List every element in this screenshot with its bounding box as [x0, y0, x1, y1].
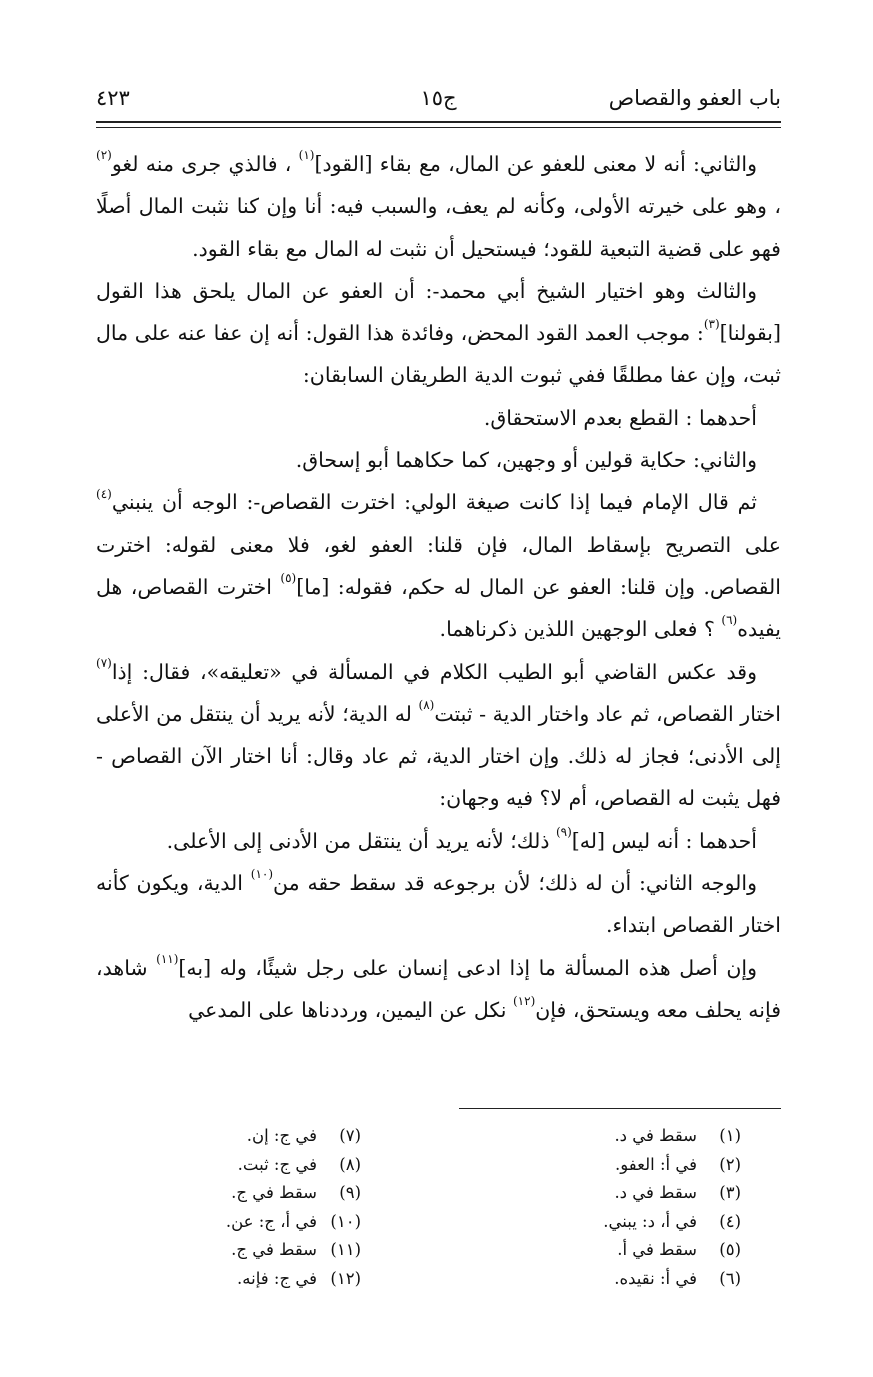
- footnote-number: (٥): [719, 1240, 741, 1260]
- footnote: [31, 1122, 361, 1151]
- footnote-marker: (٩): [555, 824, 572, 839]
- paragraph-text: اخترت القصاص، هل يفيده: [96, 574, 781, 642]
- footnote-marker: (٨): [418, 698, 435, 713]
- footnote-marker: (١٢): [512, 994, 536, 1009]
- footnote: [411, 1265, 741, 1294]
- paragraph: [96, 947, 781, 1032]
- footnote-number: (٣): [719, 1183, 741, 1203]
- paragraph-text: وقد عكس القاضي أبو الطيب الكلام في المسألة في «تعليقه»، فقال: إذا: [111, 659, 757, 684]
- footnote: [411, 1151, 741, 1180]
- footnotes: [96, 1122, 781, 1312]
- paragraph: [96, 397, 781, 439]
- footnote-number: (١١): [330, 1240, 361, 1260]
- footnote-number: (٢): [719, 1154, 741, 1174]
- footnote-text: في أ: العفو.: [615, 1154, 697, 1174]
- paragraph: [96, 481, 781, 650]
- paragraph-text: والثالث وهو اختيار الشيخ أبي محمد-: أن العفو عن المال يلحق هذا القول [بقولنا]: [96, 278, 781, 346]
- paragraph: [96, 862, 781, 947]
- paragraph: [96, 270, 781, 397]
- volume-label: ج١٥: [420, 86, 457, 110]
- footnote-marker: (٢): [96, 148, 112, 163]
- footnote-text: في ج: إن.: [246, 1126, 317, 1145]
- footnote: [31, 1179, 361, 1208]
- paragraph-text: شاهد، فإنه يحلف معه ويستحق، فإن: [96, 955, 781, 1022]
- paragraph-text: اختار القصاص، ثم عاد واختار الدية - ثبتت: [434, 701, 781, 726]
- footnote-text: في أ، د: يبني.: [603, 1211, 697, 1231]
- paragraph-text: والوجه الثاني: أن له ذلك؛ لأن برجوعه قد سقط حقه من: [273, 871, 758, 896]
- paragraph: [96, 651, 781, 820]
- footnote: [411, 1208, 741, 1237]
- footnote-marker: (٣): [703, 317, 720, 332]
- paragraph-text: الدية، ويكون كأنه اختار القصاص ابتداء.: [96, 871, 781, 938]
- footnote: [411, 1179, 741, 1208]
- footnote-number: (٤): [719, 1211, 741, 1231]
- chapter-title: باب العفو والقصاص: [608, 86, 781, 110]
- page-header: [96, 80, 781, 116]
- footnote-number: (١٢): [330, 1268, 361, 1288]
- footnote-text: سقط في ج.: [231, 1183, 317, 1203]
- footnote-marker: (١): [298, 148, 315, 163]
- footnote-marker: (٧): [96, 655, 112, 670]
- footnote-text: في ج: فإنه.: [237, 1268, 317, 1288]
- paragraph-text: له الدية؛ لأنه يريد أن ينتقل من الأعلى إلى الأدنى؛ فجاز له ذلك. وإن اختار الدية، ثم عاد وقال: أنا اختار الآن القصاص - فهل يثبت له القصاص، أم لا؟ فيه وجهان:: [96, 701, 781, 811]
- footnote-text: سقط في د.: [614, 1126, 697, 1145]
- footnote-text: في أ، ج: عن.: [225, 1211, 317, 1231]
- footnote: [31, 1265, 361, 1294]
- footnotes-column-right: [411, 1122, 741, 1294]
- page-number: ٤٢٣: [96, 86, 130, 110]
- paragraph-text: ثم قال الإمام فيما إذا كانت صيغة الولي: اخترت القصاص-: الوجه أن ينبني: [111, 490, 757, 515]
- footnote-text: في ج: ثبت.: [237, 1154, 317, 1174]
- paragraph-text: والثاني: حكاية قولين أو وجهين، كما حكاهما أبو إسحاق.: [295, 448, 757, 473]
- paragraph-text: أحدهما : أنه ليس [له]: [571, 828, 757, 853]
- paragraph-text: ذلك؛ لأنه يريد أن ينتقل من الأدنى إلى الأعلى.: [166, 828, 556, 853]
- footnote-text: في أ: نقيده.: [614, 1268, 697, 1288]
- paragraph-text: وإن أصل هذه المسألة ما إذا ادعى إنسان على رجل شيئًا، وله [به]: [178, 955, 757, 980]
- footnote-number: (٧): [339, 1126, 361, 1145]
- footnote-number: (١٠): [330, 1211, 361, 1231]
- paragraph: [96, 439, 781, 481]
- footnote-number: (٨): [339, 1154, 361, 1174]
- paragraph-text: : موجب العمد القود المحض، وفائدة هذا القول: أنه إن عفا عنه على مال ثبت، وإن عفا مطلقًا ففي ثبوت الدية الطريقان السابقان:: [96, 321, 781, 388]
- footnote-marker: (١٠): [250, 867, 274, 882]
- header-rule-thin: [96, 127, 781, 128]
- footnotes-column-left: [31, 1122, 361, 1294]
- paragraph-text: على التصريح بإسقاط المال، فإن قلنا: العفو لغو، فلا معنى لقوله: اخترت القصاص. وإن قلنا: العفو عن المال له حكم، فقوله: [ما]: [96, 532, 781, 599]
- footnote-marker: (٤): [96, 486, 112, 501]
- footnote: [31, 1208, 361, 1237]
- paragraph-text: ، فالذي جرى منه لغو: [111, 152, 299, 176]
- footnote: [31, 1151, 361, 1180]
- footnote-number: (٦): [719, 1268, 741, 1288]
- paragraph-text: ، وهو على خيرته الأولى، وكأنه لم يعف، والسبب فيه: أنا وإن كنا نثبت المال أصلًا فهو على قضية التبعية للقود؛ فيستحيل أن نثبت له المال مع بقاء القود.: [96, 194, 781, 261]
- footnote-text: سقط في ج.: [231, 1240, 317, 1260]
- footnote-number: (٩): [339, 1183, 361, 1203]
- footnote-text: سقط في د.: [614, 1183, 697, 1203]
- footnote-marker: (٦): [721, 613, 738, 628]
- footnote-number: (١): [719, 1126, 741, 1145]
- footnote: [411, 1236, 741, 1265]
- footnote-separator: [459, 1108, 781, 1109]
- paragraph-text: أحدهما : القطع بعدم الاستحقاق.: [483, 405, 757, 430]
- footnote: [411, 1122, 741, 1151]
- paragraph-text: نكل عن اليمين، ورددناها على المدعي: [188, 997, 513, 1022]
- main-text: [96, 143, 781, 1031]
- footnote: [31, 1236, 361, 1265]
- footnote-marker: (١١): [156, 951, 179, 966]
- footnote-text: سقط في أ.: [617, 1240, 697, 1260]
- paragraph: [96, 820, 781, 862]
- paragraph-text: والثاني: أنه لا معنى للعفو عن المال، مع بقاء [القود]: [314, 152, 757, 176]
- paragraph-text: ؟ فعلى الوجهين اللذين ذكرناهما.: [439, 617, 722, 642]
- header-rule-thick: [96, 121, 781, 123]
- paragraph: [96, 143, 781, 270]
- footnote-marker: (٥): [280, 571, 297, 586]
